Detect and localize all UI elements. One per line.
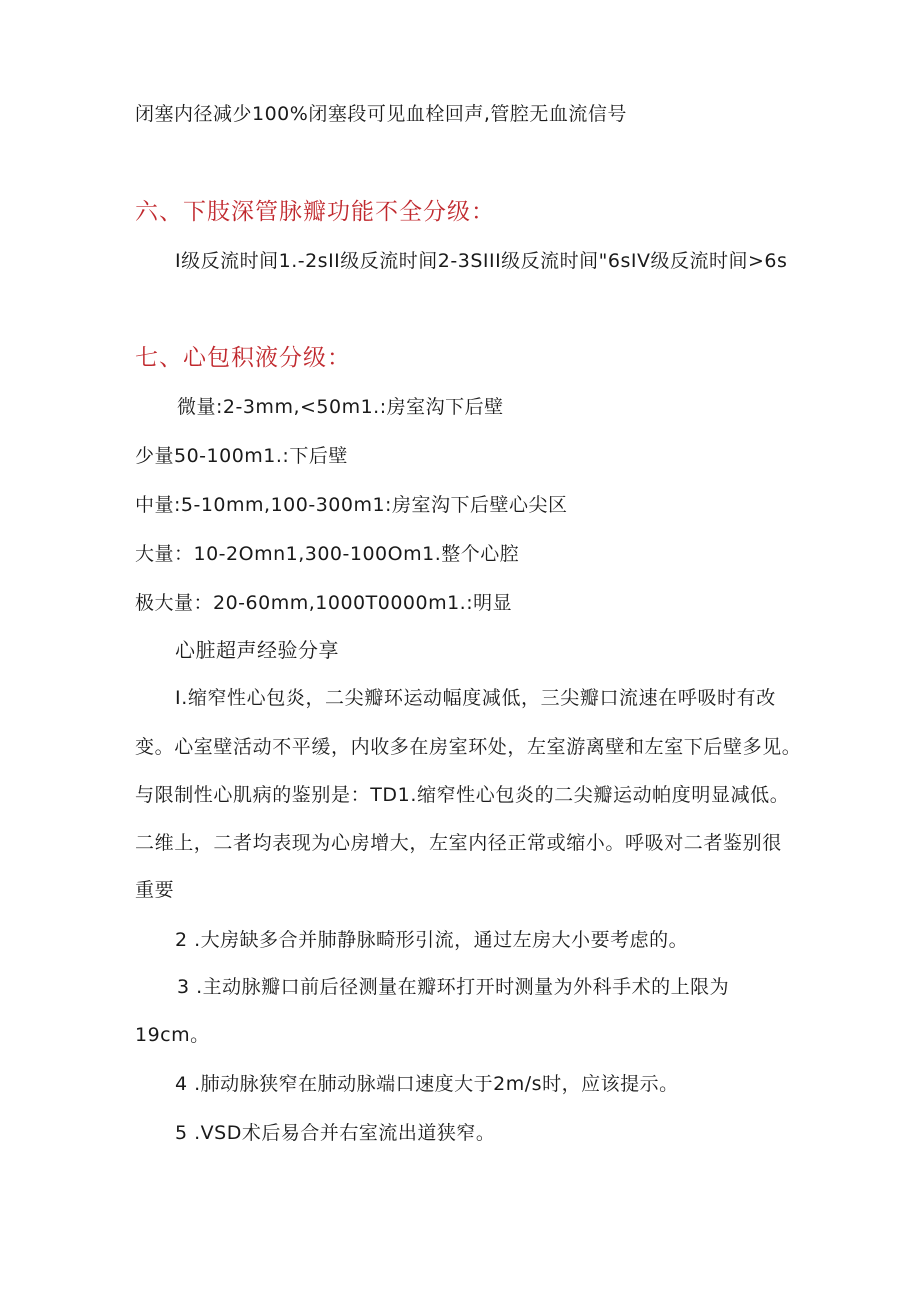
- section-6-heading: 六、下肢深管脉瓣功能不全分级：: [135, 199, 495, 225]
- paragraph-1-line-1: I.缩窄性心包炎，二尖瓣环运动幅度减低，三尖瓣口流速在呼吸时有改: [175, 687, 776, 709]
- experience-item-4: 4 .肺动脉狭窄在肺动脉端口速度大于2m∕s时，应该提示。: [175, 1073, 679, 1095]
- section-7-heading: 七、心包积液分级：: [135, 345, 351, 371]
- section-6-text: I级反流时间1.-2sII级反流时间2-3SIII级反流时间"6sIV级反流时间>6s: [175, 250, 788, 272]
- effusion-item-large: 大量：10-2Omn1,300-100Om1.整个心腔: [135, 543, 520, 565]
- paragraph-1-line-4: 二维上，二者均表现为心房增大，左室内径正常或缩小。呼吸对二者鉴别很: [135, 832, 782, 854]
- experience-title: 心脏超声经验分享: [175, 638, 339, 662]
- experience-item-5: 5 .VSD术后易合并右室流出道狭窄。: [175, 1122, 496, 1144]
- effusion-item-massive: 极大量：20-60mm,1000T0000m1.:明显: [135, 592, 513, 614]
- paragraph-1-line-3: 与限制性心肌病的鉴别是：TD1.缩窄性心包炎的二尖瓣运动帕度明显减低。: [135, 784, 790, 806]
- paragraph-1-line-5: 重要: [135, 879, 175, 901]
- experience-item-3-line-2: 19cm。: [135, 1024, 210, 1046]
- effusion-item-moderate: 中量:5-10mm,100-300m1:房室沟下后壁心尖区: [135, 494, 568, 516]
- occlusion-line: 闭塞内径减少100%闭塞段可见血栓回声,管腔无血流信号: [135, 103, 627, 125]
- effusion-item-trace: 微量:2-3mm,<50m1.:房室沟下后壁: [177, 396, 504, 418]
- effusion-item-small: 少量50-100m1.:下后壁: [135, 445, 348, 467]
- experience-item-3-line-1: 3 .主动脉瓣口前后径测量在瓣环打开时测量为外科手术的上限为: [177, 976, 730, 998]
- experience-item-2: 2 .大房缺多合并肺静脉畸形引流，通过左房大小要考虑的。: [175, 929, 689, 951]
- paragraph-1-line-2: 变。心室壁活动不平缓，内收多在房室环处，左室游离壁和左室下后壁多见。: [135, 736, 802, 758]
